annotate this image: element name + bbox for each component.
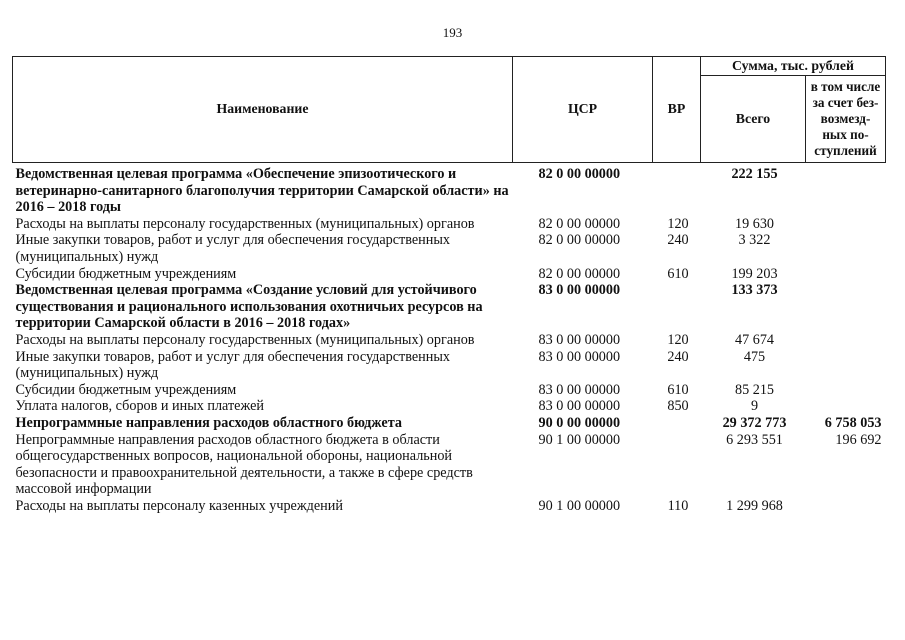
- cell-free: 6 758 053: [824, 414, 882, 431]
- budget-table-container: [12, 56, 885, 514]
- cell-vr: 610: [667, 265, 689, 282]
- cell-vr: 240: [667, 232, 689, 249]
- cell-name: Непрограммные направления расходов областного бюджета: [15, 414, 402, 431]
- cell-csr: 83 0 00 00000: [538, 381, 621, 398]
- cell-total: 19 630: [734, 215, 774, 232]
- cell-vr: [653, 282, 701, 332]
- cell-csr: 83 0 00 00000: [538, 398, 621, 415]
- table-row: [13, 432, 886, 498]
- cell-free: [806, 332, 886, 349]
- table-row: [13, 349, 886, 382]
- cell-csr: 90 1 00 00000: [538, 497, 621, 514]
- cell-name: Расходы на выплаты персоналу казенных учреждений: [15, 497, 343, 514]
- cell-name: Расходы на выплаты персоналу государственных (муниципальных) органов: [15, 331, 475, 348]
- cell-total: 3 322: [738, 232, 771, 249]
- cell-total: 199 203: [731, 265, 778, 282]
- cell-vr: 610: [667, 381, 689, 398]
- cell-free: [806, 282, 886, 332]
- cell-vr: 110: [667, 497, 689, 514]
- cell-csr: 82 0 00 00000: [538, 166, 621, 182]
- table-row: [13, 163, 886, 216]
- table-body: [13, 163, 886, 515]
- cell-free: [806, 266, 886, 283]
- table-row: [13, 232, 886, 265]
- cell-total: 222 155: [731, 166, 778, 182]
- cell-csr: 83 0 00 00000: [538, 331, 621, 348]
- table-row: [13, 398, 886, 415]
- table-row: [13, 415, 886, 432]
- cell-total: 85 215: [734, 381, 774, 398]
- cell-total: 29 372 773: [722, 414, 787, 431]
- cell-name: Непрограммные направления расходов областного бюджета в области общегосударственных вопросов, национальной обороны, национальной безопасности и правоохранительной деятельности, а также в сфере средств массовой информации: [15, 431, 473, 498]
- cell-name: Иные закупки товаров, работ и услуг для обеспечения государственных (муниципальных) нужд: [15, 348, 450, 382]
- cell-free: [806, 349, 886, 382]
- cell-vr: [653, 415, 701, 432]
- header-sum: Сумма, тыс. рублей: [701, 57, 886, 76]
- cell-name: Уплата налогов, сборов и иных платежей: [15, 398, 264, 415]
- cell-total: 133 373: [731, 282, 778, 299]
- cell-csr: 83 0 00 00000: [538, 282, 621, 299]
- cell-free: [806, 232, 886, 265]
- cell-vr: 120: [667, 331, 689, 348]
- cell-vr: [653, 163, 701, 216]
- cell-name: Субсидии бюджетным учреждениям: [15, 265, 237, 282]
- table-row: [13, 498, 886, 515]
- cell-free: [806, 398, 886, 415]
- header-free: в том числе за счет без-возмезд-ных по-ступлений: [806, 76, 886, 163]
- cell-free: [806, 382, 886, 399]
- header-vr: ВР: [653, 57, 701, 163]
- cell-csr: 82 0 00 00000: [538, 215, 621, 232]
- cell-csr: 90 0 00 00000: [538, 414, 621, 431]
- table-row: [13, 332, 886, 349]
- cell-csr: 82 0 00 00000: [538, 232, 621, 249]
- cell-total: 475: [743, 348, 766, 365]
- cell-vr: 240: [667, 348, 689, 365]
- cell-free: [806, 216, 886, 233]
- cell-vr: 120: [667, 215, 689, 232]
- cell-vr: 850: [667, 398, 689, 415]
- cell-free: [806, 498, 886, 515]
- cell-total: 1 299 968: [726, 497, 783, 514]
- cell-name: Расходы на выплаты персоналу государственных (муниципальных) органов: [15, 215, 475, 232]
- cell-total: 6 293 551: [726, 431, 783, 448]
- table-header: [13, 57, 886, 163]
- table-row: [13, 282, 886, 332]
- cell-csr: 83 0 00 00000: [538, 348, 621, 365]
- cell-free: 196 692: [835, 431, 882, 448]
- cell-vr: [653, 432, 701, 498]
- cell-free: [806, 163, 886, 216]
- header-total: Всего: [701, 76, 806, 163]
- cell-total: 47 674: [734, 331, 774, 348]
- header-csr: ЦСР: [513, 57, 653, 163]
- cell-name: Ведомственная целевая программа «Обеспечение эпизоотического и ветеринарно-санитарного благополучия территории Самарской области» на 2016 – 2018 годы: [15, 166, 509, 216]
- header-name: Наименование: [13, 57, 513, 163]
- page-number: 193: [442, 25, 463, 40]
- budget-table: [12, 56, 886, 514]
- cell-name: Ведомственная целевая программа «Создание условий для устойчивого существования и рационального использования охотничьих ресурсов на территории Самарской области в 2016 – 2018 годах»: [15, 282, 483, 332]
- cell-csr: 82 0 00 00000: [538, 265, 621, 282]
- table-row: [13, 216, 886, 233]
- cell-total: 9: [750, 398, 759, 415]
- table-row: [13, 382, 886, 399]
- table-row: [13, 266, 886, 283]
- cell-name: Субсидии бюджетным учреждениям: [15, 381, 237, 398]
- cell-csr: 90 1 00 00000: [538, 431, 621, 448]
- cell-name: Иные закупки товаров, работ и услуг для обеспечения государственных (муниципальных) нужд: [15, 232, 450, 265]
